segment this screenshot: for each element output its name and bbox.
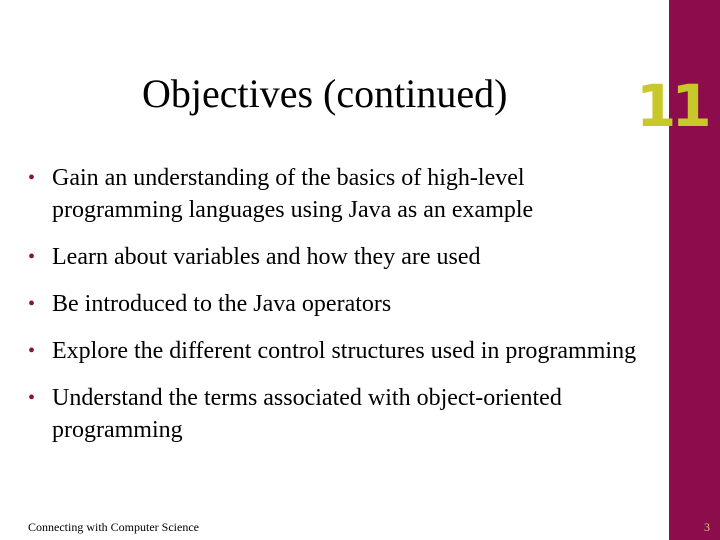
footer-text: Connecting with Computer Science [28, 520, 199, 534]
chapter-number: 11 [636, 72, 707, 140]
bullet-item [28, 162, 658, 226]
bullet-item [28, 241, 658, 273]
bullet-text: Gain an understanding of the basics of high-level programming languages using Java as an example [52, 165, 534, 223]
bullet-text: Explore the different control structures used in programming [52, 338, 637, 364]
bullet-item [28, 382, 658, 446]
bullet-icon: • [28, 293, 36, 315]
slide-title: Objectives (continued) [142, 71, 508, 116]
bullet-text: Learn about variables and how they are used [52, 244, 481, 270]
bullet-item [28, 288, 658, 320]
bullet-item [28, 335, 658, 367]
bullet-icon: • [28, 340, 36, 362]
bullet-text: Understand the terms associated with object-oriented programming [52, 385, 562, 443]
bullet-icon: • [28, 387, 36, 409]
bullet-icon: • [28, 167, 36, 189]
page-number: 3 [704, 520, 710, 534]
bullet-text: Be introduced to the Java operators [52, 291, 392, 317]
bullet-icon: • [28, 246, 36, 268]
bullet-list [28, 162, 658, 461]
